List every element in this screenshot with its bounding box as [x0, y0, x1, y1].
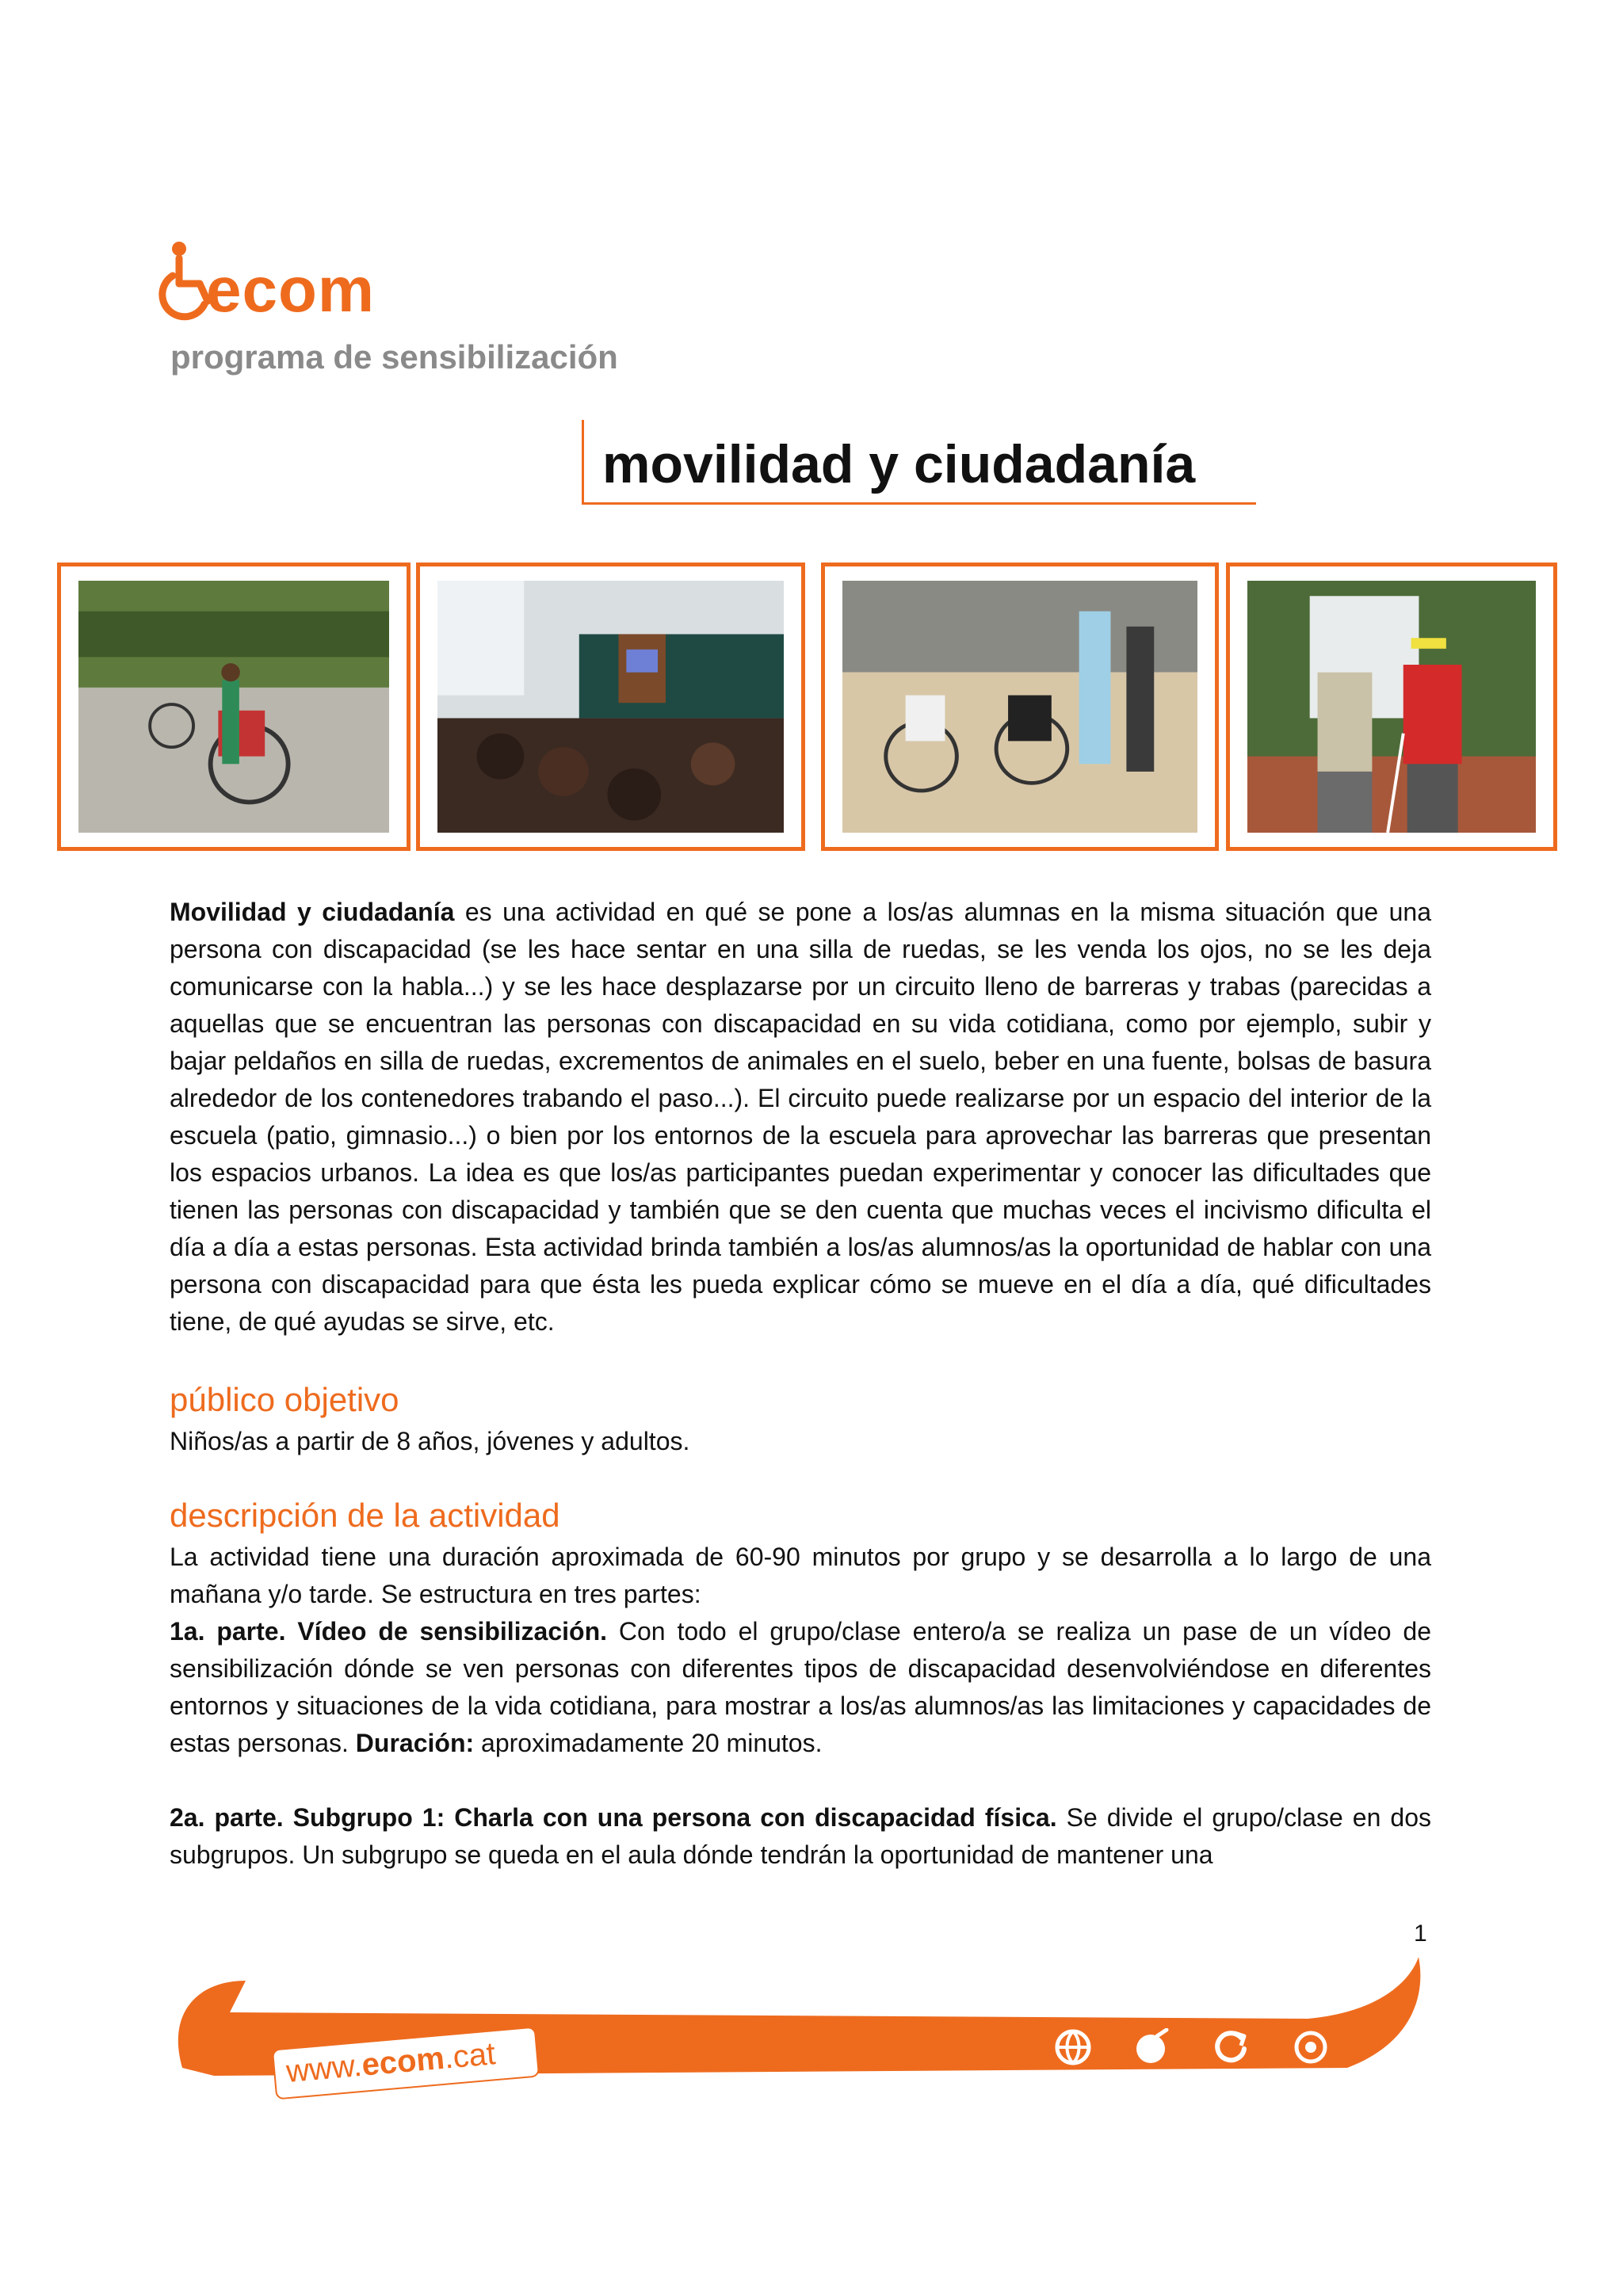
- footer-url-suffix: .cat: [442, 2036, 497, 2076]
- leaf-icon: [1133, 2028, 1171, 2066]
- photo-blindfold-activity: [1226, 563, 1557, 851]
- photo-wheelchair-group: [821, 563, 1219, 851]
- page-number: 1: [1414, 1920, 1427, 1947]
- photo-classroom-video: [416, 563, 805, 851]
- part1-duration-value: aproximadamente 20 minutos.: [474, 1729, 823, 1757]
- program-label: programa de sensibilización: [170, 338, 618, 376]
- publico-text: Niños/as a partir de 8 años, jóvenes y adultos.: [170, 1427, 690, 1455]
- footer-band: [166, 1949, 1434, 2107]
- part1-title: 1a. parte. Vídeo de sensibilización.: [170, 1617, 608, 1646]
- target-icon: [1292, 2028, 1330, 2066]
- logo-wordmark: ecom: [206, 254, 375, 325]
- heading-descripcion: descripción de la actividad: [170, 1497, 560, 1534]
- page-title: movilidad y ciudadanía: [602, 434, 1196, 494]
- part1-duration-label: Duración:: [355, 1729, 475, 1757]
- intro-paragraph: [170, 894, 1431, 1341]
- descripcion-block: [170, 1539, 1431, 1762]
- intro-text: es una actividad en qué se pone a los/as alumnas en la misma situación que una persona con discapacidad (se les hace sentar en una silla de ruedas, se les venda los ojos, no se les deja comunicarse con la habla...) y se les hace desplazarse por un circuito lleno de barreras y trabas (parecidas a aquellas que se encuentran las personas con discapacidad en su vida cotidiana, como por ejemplo, subir y bajar peldaños en silla de ruedas, excrementos de animales en el suelo, beber en una fuente, bolsas de basura alrededor de los contenedores trabando el paso...). El circuito puede realizarse por un espacio del interior de la escuela (patio, gimnasio...) o bien por los entornos de la escuela para aprovechar las barreras que presentan los espacios urbanos. La idea es que los/as participantes puedan experimentar y conocer las dificultades que tienen las personas con discapacidad y también que se den cuenta que muchas veces el incivismo dificulta el día a día a estas personas. Esta actividad brinda también a los/as alumnos/as la oportunidad de hablar con una persona con discapacidad para que ésta les pueda explicar cómo se mueve en el día a día, qué dificultades tiene, de qué ayudas se sirve, etc.: [170, 898, 1432, 1336]
- part1-text: Con todo el grupo/clase entero/a se realiza un pase de un vídeo de sensibilización dónde se ven personas con diferentes tipos de discapacidad desenvolviéndose en diferentes entornos y situaciones de la vida cotidiana, para mostrar a los/as alumnos/as las limitaciones y capacidades de estas personas.: [170, 1617, 1432, 1757]
- heading-publico-objetivo: público objetivo: [170, 1381, 399, 1418]
- footer-url-brand: ecom: [360, 2040, 446, 2083]
- descripcion-intro: La actividad tiene una duración aproximada de 60-90 minutos por grupo y se desarrolla a lo largo de una mañana y/o tarde. Se estructura en tres partes:: [170, 1543, 1431, 1608]
- part2-block: [170, 1799, 1431, 1874]
- footer-url-prefix: www.: [285, 2047, 364, 2090]
- part2-title: 2a. parte. Subgrupo 1: Charla con una persona con discapacidad física.: [170, 1803, 1057, 1832]
- intro-lead: Movilidad y ciudadanía: [170, 898, 455, 926]
- refresh-icon: [1212, 2028, 1251, 2066]
- part2-text: Se divide el grupo/clase en dos subgrupos. Un subgrupo se queda en el aula dónde tendrán la oportunidad de mantener una: [170, 1803, 1432, 1869]
- photo-wheelchair-patio: [57, 563, 411, 851]
- globe-icon: [1054, 2028, 1092, 2066]
- ecom-logo: [155, 235, 393, 325]
